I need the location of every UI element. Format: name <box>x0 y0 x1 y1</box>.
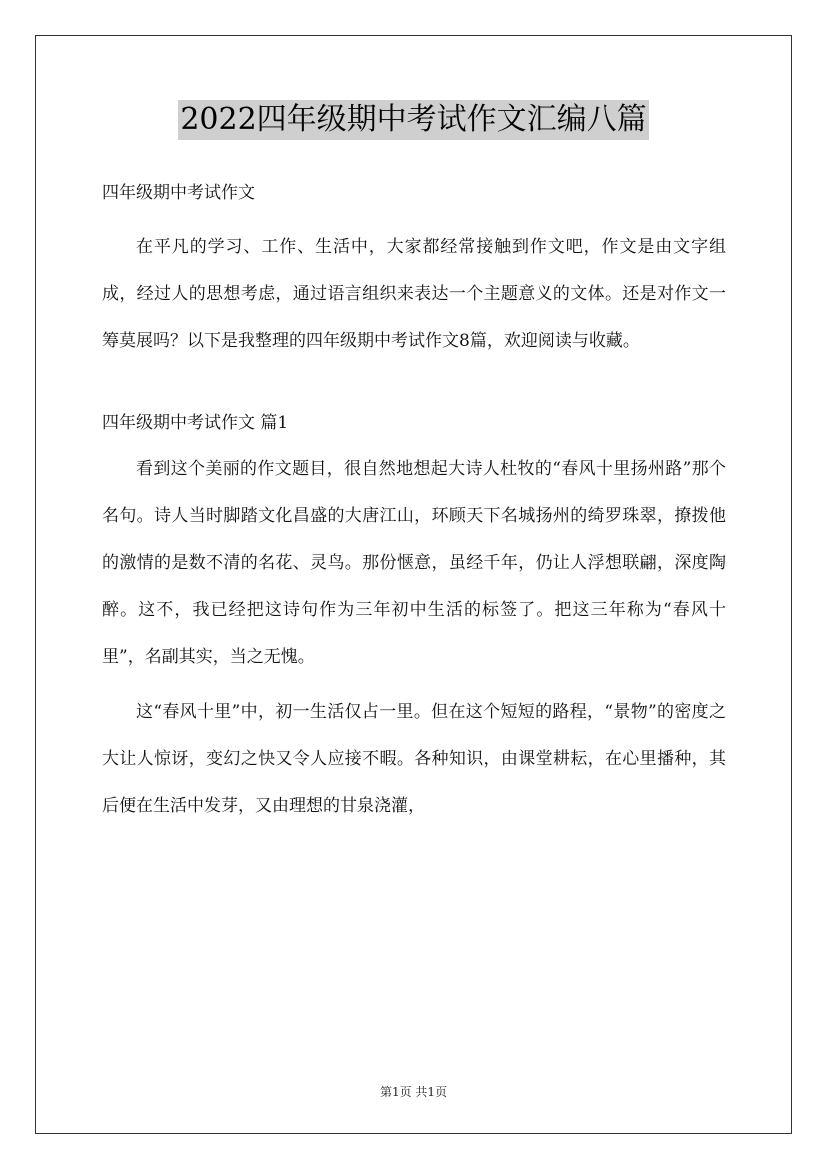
intro-paragraph: 在平凡的学习、工作、生活中，大家都经常接触到作文吧，作文是由文字组成，经过人的思想考虑，通过语言组织来表达一个主题意义的文体。还是对作文一筹莫展吗？以下是我整理的四年级期中考试作文8篇，欢迎阅读与收藏。 <box>102 237 726 351</box>
section1-paragraph-2: 这“春风十里”中，初一生活仅占一里。但在这个短短的路程，“景物”的密度之大让人惊讶，变幻之快又令人应接不暇。各种知识，由课堂耕耘，在心里播种，其后便在生活中发芽，又由理想的甘泉浇灌， <box>102 702 726 816</box>
section-spacer <box>102 365 726 400</box>
section1-heading: 四年级期中考试作文 篇1 <box>102 413 289 433</box>
title-container <box>0 100 827 140</box>
intro-heading: 四年级期中考试作文 <box>102 183 255 203</box>
document-title: 2022四年级期中考试作文汇编八篇 <box>178 100 648 140</box>
page-footer: 第1页 共1页 <box>379 1085 448 1099</box>
document-body <box>102 170 726 830</box>
section1-paragraph-1: 看到这个美丽的作文题目，很自然地想起大诗人杜牧的“春风十里扬州路”那个名句。诗人当时脚踏文化昌盛的大唐江山，环顾天下名城扬州的绮罗珠翠，撩拨他的激情的是数不清的名花、灵鸟。那份惬意，虽经千年，仍让人浮想联翩，深度陶醉。这不，我已经把这诗句作为三年初中生活的标签了。把这三年称为“春风十里”，名副其实，当之无愧。 <box>102 459 726 667</box>
